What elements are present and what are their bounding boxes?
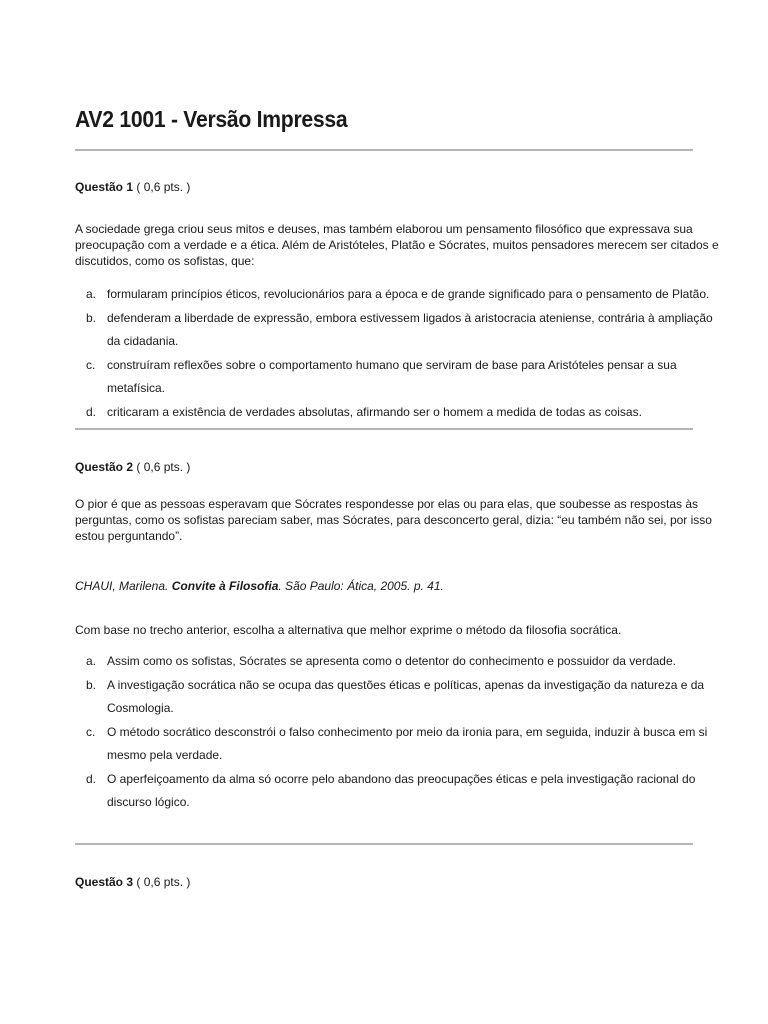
question-1-option-b	[75, 307, 715, 354]
option-text: criticaram a existência de verdades absolutas, afirmando ser o homem a medida de todas as coisas.	[107, 404, 642, 419]
question-1-text-line: A sociedade grega criou seus mitos e deuses, mas também elaborou um pensamento filosófico que expressava sua	[75, 222, 693, 236]
question-2-option-d	[75, 768, 715, 815]
question-divider	[75, 843, 693, 845]
question-2-option-c	[75, 721, 715, 768]
question-3-label: Questão 3	[75, 875, 134, 889]
option-text: construíram reflexões sobre o comportamento humano que serviram de base para Aristóteles pensar a sua	[107, 357, 677, 372]
option-letter: c.	[86, 724, 96, 739]
question-2-text	[75, 496, 712, 544]
question-2-prompt-text: Com base no trecho anterior, escolha a alternativa que melhor exprime o método da filosofia socrática.	[75, 623, 622, 637]
question-2-label: Questão 2	[75, 460, 134, 474]
citation-book-title: Convite à Filosofia	[171, 579, 279, 593]
question-1-text-line: preocupação com a verdade e a ética. Além de Aristóteles, Platão e Sócrates, muitos pensadores merecem ser citados e	[75, 238, 719, 252]
option-letter: c.	[86, 357, 96, 372]
option-letter: a.	[86, 654, 97, 668]
question-1-text-line: discutidos, como os sofistas, que:	[75, 254, 255, 268]
option-text: discurso lógico.	[107, 795, 190, 809]
question-1-label: Questão 1	[75, 180, 134, 194]
question-1-header	[75, 180, 190, 194]
option-text: da cidadania.	[107, 334, 179, 348]
question-3-header	[75, 875, 190, 889]
option-text: defenderam a liberdade de expressão, embora estivessem ligados à aristocracia ateniense, contrária à ampliação	[107, 310, 713, 325]
question-1-points: ( 0,6 pts. )	[133, 180, 191, 194]
option-text: formularam princípios éticos, revolucionários para a época e de grande significado para o pensamento de Platão.	[107, 287, 710, 301]
question-divider	[75, 428, 693, 430]
question-2-option-a	[75, 650, 715, 674]
question-2-option-b	[75, 674, 715, 721]
option-text: O aperfeiçoamento da alma só ocorre pelo abandono das preocupações éticas e pela investigação racional do	[107, 771, 696, 786]
question-2-options	[75, 650, 715, 815]
option-text: Assim como os sofistas, Sócrates se apresenta como o detentor do conhecimento e possuidor da verdade.	[107, 654, 676, 668]
question-2-citation	[75, 579, 444, 593]
option-text: metafísica.	[107, 381, 166, 395]
question-2-text-line: estou perguntando”.	[75, 529, 183, 543]
question-2-prompt	[75, 622, 695, 638]
page-title: AV2 1001 - Versão Impressa	[75, 106, 348, 132]
question-1-option-d	[75, 401, 715, 425]
option-letter: b.	[86, 310, 97, 325]
question-1-option-c	[75, 354, 715, 401]
citation-publication: . São Paulo: Ática, 2005. p. 41.	[278, 579, 444, 593]
question-2-header	[75, 460, 190, 474]
option-text: mesmo pela verdade.	[107, 748, 223, 762]
title-divider	[75, 149, 693, 151]
question-2-text-line: O pior é que as pessoas esperavam que Sócrates respondesse por elas ou para elas, que soubesse as respostas às	[75, 497, 699, 511]
question-1-text	[75, 221, 719, 269]
question-1-options	[75, 283, 715, 424]
option-letter: a.	[86, 287, 97, 301]
option-letter: b.	[86, 677, 97, 692]
option-letter: d.	[86, 404, 97, 419]
option-letter: d.	[86, 771, 97, 786]
citation-author: CHAUI, Marilena.	[75, 579, 172, 593]
option-text: A investigação socrática não se ocupa das questões éticas e políticas, apenas da investigação da natureza e da	[107, 677, 705, 692]
question-3-points: ( 0,6 pts. )	[133, 875, 191, 889]
question-1-option-a	[75, 283, 715, 307]
question-2-points: ( 0,6 pts. )	[133, 460, 191, 474]
option-text: Cosmologia.	[107, 701, 174, 715]
option-text: O método socrático desconstrói o falso conhecimento por meio da ironia para, em seguida, induzir à busca em si	[107, 724, 708, 739]
question-2-text-line: perguntas, como os sofistas pareciam saber, mas Sócrates, para desconcerto geral, dizia: “eu também não sei, por isso	[75, 513, 712, 527]
